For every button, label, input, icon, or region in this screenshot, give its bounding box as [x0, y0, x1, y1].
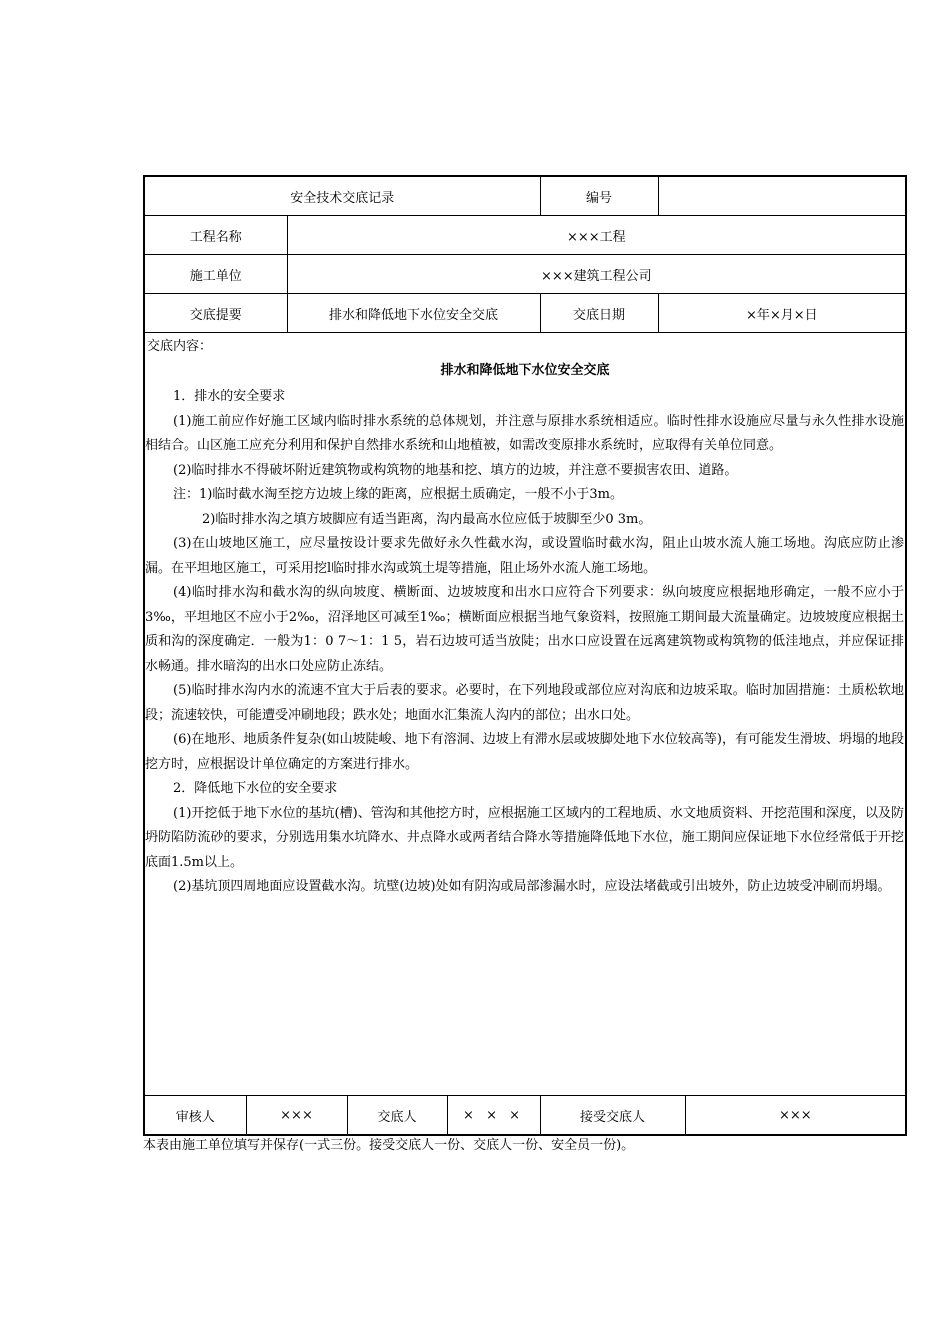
number-field[interactable] [658, 176, 906, 216]
paragraph: (6)在地形、地质条件复杂(如山坡陡峻、地下有溶洞、边坡上有滞水层或坡脚处地下水位较高等)，有可能发生滑坡、坍塌的地段挖方时，应根据设计单位确定的方案进行排水。 [145, 732, 905, 772]
reviewer-value[interactable]: ××× [246, 1096, 347, 1136]
date-value[interactable]: ×年×月×日 [658, 294, 906, 333]
paragraph: (4)临时排水沟和截水沟的纵向坡度、横断面、边坡坡度和出水口应符合下列要求：纵向坡度应根据地形确定，一般不应小于3‰，平坦地区不应小于2‰，沼泽地区可减至1‰；横断面应根据当地气象资料，按照施工期间最大流量确定。边坡坡度应根据土质和沟的深度确定．一般为1：0 7～1：1 5，岩石边坡可适当放陡；出水口应设置在远离建筑物或构筑物的低洼地点，并应保证排水畅通。排水暗沟的出水口处应防止冻结。 [145, 585, 905, 674]
reviewer-label: 审核人 [144, 1096, 246, 1136]
content-label: 交底内容： [147, 339, 213, 354]
summary-value[interactable]: 排水和降低地下水位安全交底 [287, 294, 540, 333]
safety-disclosure-form [143, 175, 905, 1136]
section-dewatering-heading: 2．降低地下水位的安全要求 [173, 781, 338, 796]
construction-unit-label: 施工单位 [144, 255, 287, 294]
section-drainage-heading: 1．排水的安全要求 [173, 389, 286, 404]
discloser-value[interactable]: × × × [447, 1096, 540, 1136]
disclosure-content [144, 333, 906, 1096]
form-footnote: 本表由施工单位填写并保存(一式三份。接受交底人一份、交底人一份、安全员一份)。 [143, 1138, 635, 1153]
note: 注：1)临时截水淘至挖方边坡上缘的距离，应根据土质确定，一般不小于3m。 [173, 487, 623, 502]
paragraph: (2)基坑顶四周地面应设置截水沟。坑壁(边坡)处如有阴沟或局部渗漏水时，应设法堵截或引出坡外，防止边坡受冲刷而坍塌。 [173, 879, 891, 894]
project-name-label: 工程名称 [144, 216, 287, 255]
form-title: 安全技术交底记录 [144, 176, 540, 216]
note: 2)临时排水沟之填方坡脚应有适当距离，沟内最高水位应低于坡脚至少0 3m。 [202, 511, 652, 527]
discloser-label: 交底人 [347, 1096, 447, 1136]
project-name-value[interactable]: ×××工程 [287, 216, 906, 255]
content-title: 排水和降低地下水位安全交底 [440, 363, 610, 378]
paragraph: (3)在山坡地区施工，应尽量按设计要求先做好永久性截水沟，或设置临时截水沟，阻止山坡水流人施工场地。沟底应防止渗漏。在平坦地区施工，可采用挖l临时排水沟或筑土堤等措施，阻止场外水流人施工场地。 [145, 536, 905, 576]
receiver-label: 接受交底人 [540, 1096, 685, 1136]
construction-unit-value[interactable]: ×××建筑工程公司 [287, 255, 906, 294]
paragraph: (2)临时排水不得破坏附近建筑物或构筑物的地基和挖、填方的边坡，并注意不要损害农田、道路。 [173, 462, 738, 478]
receiver-value[interactable]: ××× [685, 1096, 906, 1136]
paragraph: (1)开挖低于地下水位的基坑(槽)、管沟和其他挖方时，应根据施工区域内的工程地质、水文地质资料、开挖范围和深度，以及防坍防陷防流砂的要求，分别选用集水坑降水、井点降水或两者结合降水等措施降低地下水位，施工期间应保证地下水位经常低于开挖底面1.5m以上。 [145, 805, 905, 870]
form-table [143, 175, 907, 1136]
summary-label: 交底提要 [144, 294, 287, 333]
number-label: 编号 [540, 176, 658, 216]
paragraph: (1)施工前应作好施工区域内临时排水系统的总体规划，并注意与原排水系统相适应。临时性排水设施应尽量与永久性排水设施相结合。山区施工应充分利用和保护自然排水系统和山地植被，如需改变原排水系统时，应取得有关单位同意。 [145, 413, 905, 453]
paragraph: (5)临时排水沟内水的流速不宜大于后表的要求。必要时，在下列地段或部位应对沟底和边坡采取。临时加固措施：土质松软地段；流速较快，可能遭受冲刷地段；跌水处；地面水汇集流人沟内的部位；出水口处。 [145, 683, 905, 723]
date-label: 交底日期 [540, 294, 658, 333]
